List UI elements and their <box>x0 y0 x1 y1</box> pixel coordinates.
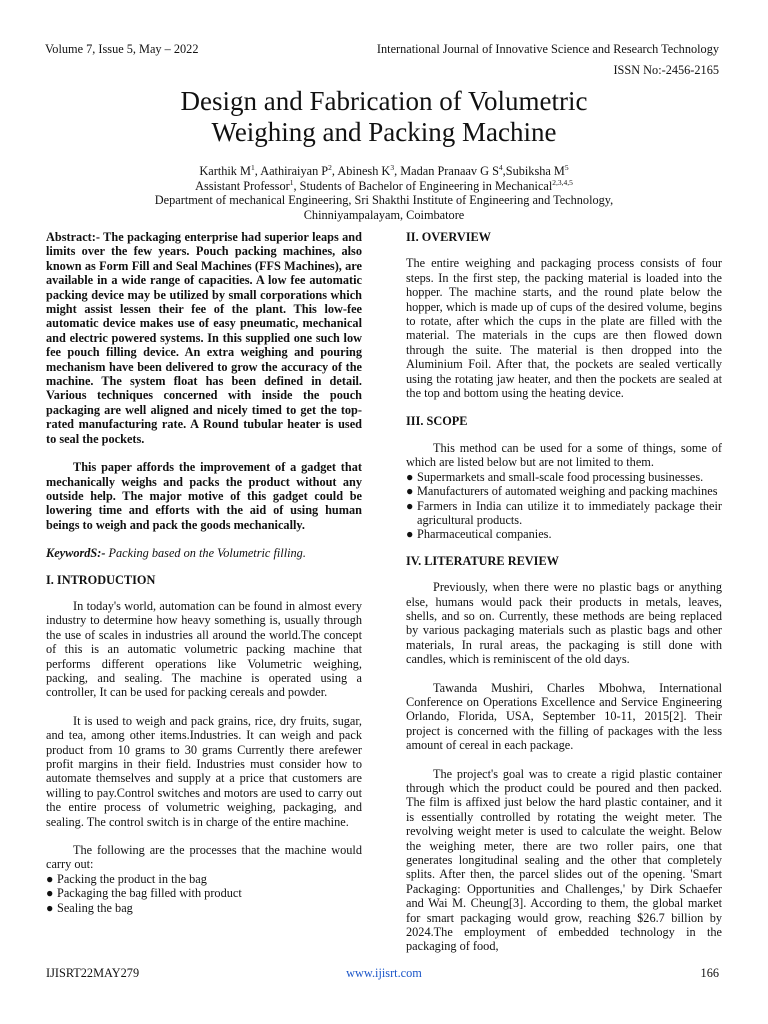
list-item <box>46 886 362 900</box>
author-affiliation-mark: 2,3,4,5 <box>552 177 573 187</box>
author-name: , Madan Pranaav G S <box>394 164 499 178</box>
author-department: Department of mechanical Engineering, Sri Shakthi Institute of Engineering and Technology, <box>154 193 614 207</box>
section-heading-introduction: I. INTRODUCTION <box>46 572 156 587</box>
scope-list <box>406 470 722 542</box>
right-column <box>406 230 722 954</box>
paper-id: IJISRT22MAY279 <box>46 966 140 980</box>
literature-paragraph-3: The project's goal was to create a rigid plastic container through which the product could be poured and then packed. The film is affixed just below the hard plastic container, and it is essentially controlled by rotating the weight meter. The revolving weight meter is used to calculate the weight. Below the weighing meter, there are two roller pairs, one that generates longitudinal sealing and the other that completely splits. After then, the parcel slides out of the opening. 'Smart Packaging: Opportunities and Challenges,' by Dirk Schaefer and Wai M. Cheung[3]. According to them, the global market for smart packaging would grow, reaching $26.7 billion by 2024.The employment of embedded technology in the packaging of food, <box>406 766 722 954</box>
bullet-icon: ● <box>406 484 414 499</box>
paper-title-line-1: Design and Fabrication of Volumetric <box>180 86 588 116</box>
list-item-text: Supermarkets and small-scale food processing businesses. <box>417 469 704 484</box>
author-affiliation-mark: 4 <box>498 162 503 172</box>
section-heading-scope: III. SCOPE <box>406 414 468 429</box>
bullet-icon: ● <box>406 498 414 513</box>
paper-title <box>0 86 768 148</box>
issn-number: ISSN No:-2456-2165 <box>613 63 719 77</box>
journal-name: International Journal of Innovative Science and Research Technology <box>376 42 719 56</box>
author-affiliation-mark: 2 <box>328 162 332 172</box>
bullet-icon: ● <box>406 527 414 542</box>
keywords <box>46 546 362 560</box>
list-item <box>46 901 362 915</box>
section-heading-overview: II. OVERVIEW <box>406 230 491 244</box>
journal-volume: Volume 7, Issue 5, May – 2022 <box>45 42 199 56</box>
process-list <box>46 872 362 915</box>
bullet-icon: ● <box>406 469 414 484</box>
list-item <box>406 499 722 528</box>
list-item-text: Sealing the bag <box>57 900 133 915</box>
bullet-icon: ● <box>46 900 54 915</box>
list-item-text: Pharmaceutical companies. <box>417 527 552 542</box>
author-name: , Aathiraiyan P <box>254 164 329 178</box>
author-name: Karthik M <box>199 164 251 178</box>
keywords-label: KeywordS:- <box>46 546 106 561</box>
bullet-icon: ● <box>46 871 54 886</box>
list-item-text: Farmers in India can utilize it to immediately package their agricultural products. <box>417 498 722 527</box>
bullet-icon: ● <box>46 886 54 901</box>
section-heading-literature-review: IV. LITERATURE REVIEW <box>406 553 559 568</box>
author-affiliation-mark: 1 <box>289 177 294 187</box>
intro-paragraph-2: It is used to weigh and pack grains, rice, dry fruits, sugar, and tea, among other items.Industries. It can weigh and pack product from 10 grams to 30 grams Currently there arefewer profit margins in their field. Industries must consider how to automate themselves and supply at a price that customers are willing to pay.Control switches and motors are used to carry out the entire process of volumetric weighing, packaging, and sealing. The control switch is in charge of the entire machine. <box>46 713 362 829</box>
author-role: , Students of Bachelor of Engineering in Mechanical <box>293 178 553 193</box>
author-names <box>0 164 768 179</box>
author-affiliation-mark: 5 <box>564 162 569 172</box>
list-item <box>406 527 722 541</box>
keywords-text: Packing based on the Volumetric filling. <box>105 546 306 561</box>
author-name: ,Subiksha M <box>502 164 565 178</box>
literature-paragraph-2: Tawanda Mushiri, Charles Mbohwa, International Conference on Operations Excellence and Service Engineering Orlando, Florida, USA, September 10-11, 2015[2]. Their project is concerned with the filling of packages with the less amount of cereal in each package. <box>406 680 722 753</box>
list-item-text: Packaging the bag filled with product <box>57 886 242 901</box>
author-name: , Abinesh K <box>331 164 391 178</box>
list-item <box>46 872 362 886</box>
intro-paragraph-1: In today's world, automation can be found in almost every industry to determine how heavy something is, usually through the use of scales in industries all around the world.The concept of this is an automatic volumetric packing machine that performs different operations like Volumetric weighing, packing, and sealing. The machine is operated using a controller, It can be used for packing cereals and powder. <box>46 598 362 700</box>
list-item <box>406 470 722 484</box>
left-column <box>46 230 362 915</box>
author-role: Assistant Professor <box>195 178 290 193</box>
paper-title-line-2: Weighing and Packing Machine <box>211 117 557 147</box>
author-location: Chinniyampalayam, Coimbatore <box>303 207 465 222</box>
page-number: 166 <box>700 966 719 980</box>
list-item-text: Manufacturers of automated weighing and packing machines <box>417 484 718 499</box>
author-block <box>0 164 768 222</box>
literature-paragraph-1: Previously, when there were no plastic bags or anything else, humans would pack their products in metals, leaves, shells, and so on. Currently, these methods are being replaced by various packaging materials such as plastic bags and other materials, In rural areas, the packaging is still done with candles, which is reminiscent of the old days. <box>406 580 722 667</box>
overview-paragraph: The entire weighing and packaging process consists of four steps. In the first step, the packing material is loaded into the hopper. The machine starts, and the round plate below the hopper, which is made up of cups of the desired volume, begins to rotate, after which the cups in the plate are filled with the material. The materials in the cups are then flowed down through the suite. The material is then dropped into the Aluminium Foil. After that, the pockets are sealed vertically using the rotating jaw heater, and then the pockets are sealed at the top and bottom using the heating device. <box>406 256 722 401</box>
author-roles <box>0 179 768 194</box>
author-affiliation-mark: 1 <box>250 162 255 172</box>
author-affiliation-mark: 3 <box>390 162 395 172</box>
list-item <box>406 484 722 498</box>
abstract-paragraph-2: This paper affords the improvement of a gadget that mechanically weighs and packs the product without any outside help. The major motive of this gadget could be lowering time and efforts with the aid of using human beings to weigh and pack the goods mechanically. <box>46 460 362 532</box>
list-item-text: Packing the product in the bag <box>57 871 207 886</box>
scope-paragraph: This method can be used for a some of things, some of which are listed below but are not limited to them. <box>406 440 722 470</box>
abstract-paragraph: Abstract:- The packaging enterprise had superior leaps and limits over the few years. Pouch packing machines, also known as Form Fill and Seal Machines (FFS Machines), are available in a wide range of capacities. A low fee automatic packing device may be utilized by small corporations which might assist lessen their fee of the plant. This low-fee automatic device makes use of easy pneumatic, mechanical and electric powered systems. In this supplied one such low fee pouch filling device. An extra weighing and pouring mechanism have been delivered to grow the accuracy of the machine. The system float has been defined in detail. Various techniques concerned with inside the pouch packaging are well aligned and nicely timed to get the top-rated manufacturing rate. A Round tubular heater is used to seal the pockets. <box>46 230 362 446</box>
intro-paragraph-3: The following are the processes that the machine would carry out: <box>46 843 362 872</box>
journal-website-link[interactable]: www.ijisrt.com <box>346 966 422 980</box>
